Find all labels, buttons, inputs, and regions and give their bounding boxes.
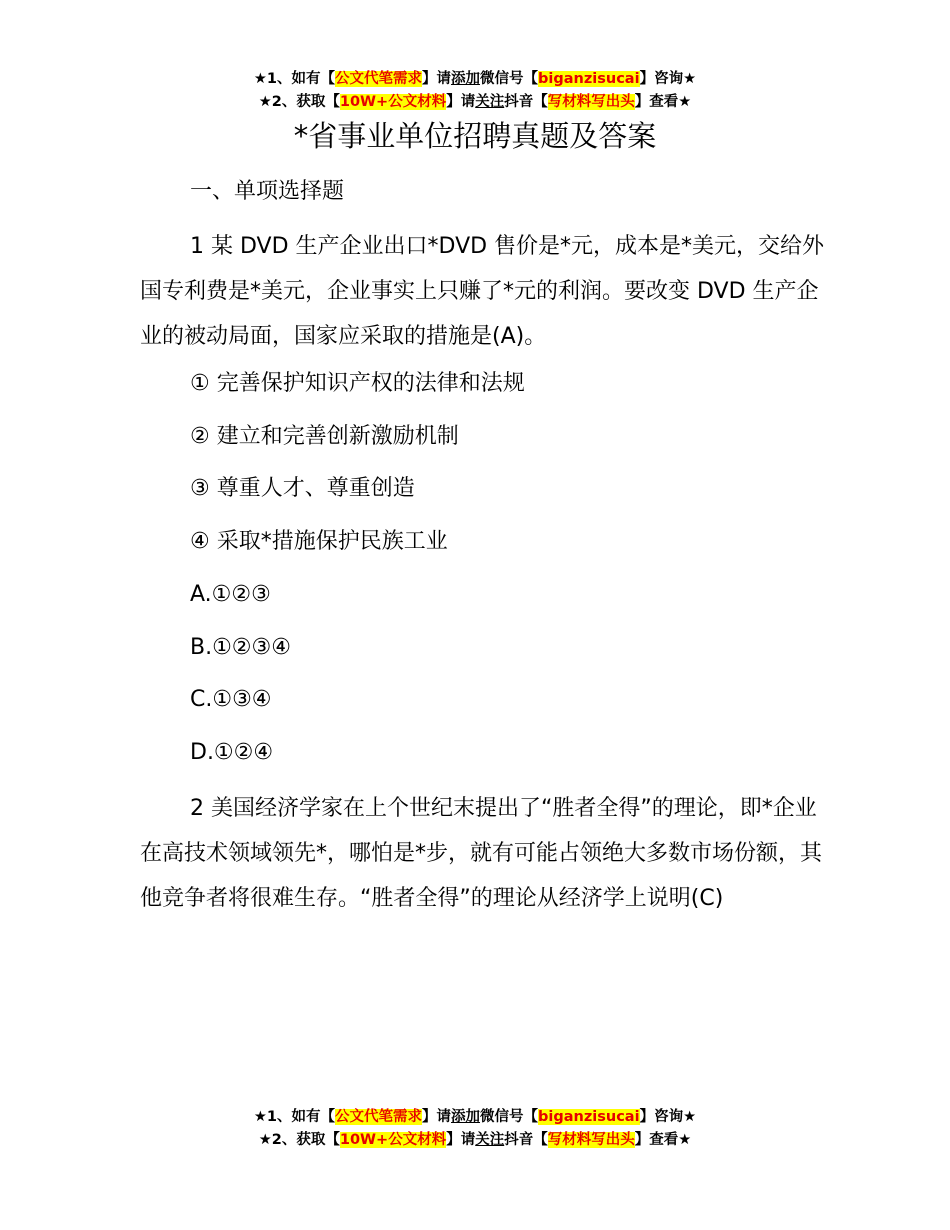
banner-text: ★2、获取【 [258,1132,340,1148]
statement-2: ② 建立和完善创新激励机制 [190,424,459,449]
section-heading: 一、单项选择题 [190,179,345,204]
option-b: B.①②③④ [190,635,291,660]
banner-line-2 [0,91,950,114]
banner-text: 】请 [422,1109,452,1125]
statement-4: ④ 采取*措施保护民族工业 [190,529,448,554]
option-a: A.①②③ [190,582,271,607]
statement-3: ③ 尊重人才、尊重创造 [190,476,415,501]
banner-text: 】请 [446,1132,476,1148]
banner-line-1 [0,68,950,91]
banner-text: ★2、获取【 [258,94,340,110]
question-1-text: 1 某 DVD 生产企业出口*DVD 售价是*元，成本是*美元，交给外国专利费是*美元，企业事实上只赚了*元的利润。要改变 DVD 生产企业的被动局面，国家应采取的措施是(A)。 [140,234,825,349]
header-banner [0,68,950,114]
highlight-materials: 10W+公文材料 [339,94,447,110]
banner-text: ★1、如有【 [253,71,336,87]
banner-underlined: 关注 [475,1132,505,1148]
banner-text: 】咨询★ [639,71,697,87]
option-d: D.①②④ [190,740,274,765]
banner-underlined: 添加 [451,1109,481,1125]
banner-underlined: 添加 [451,71,481,87]
banner-line-2 [0,1129,950,1152]
question-2-text: 2 美国经济学家在上个世纪末提出了“胜者全得”的理论，即*企业在高技术领域领先*，哪怕是*步，就有可能占领绝大多数市场份额，其他竞争者将很难生存。“胜者全得”的理论从经济学上说明(C) [140,796,823,911]
banner-text: ★1、如有【 [253,1109,336,1125]
question-1 [140,224,830,359]
highlight-wechat-id: biganzisucai [538,1109,640,1125]
highlight-service: 公文代笔需求 [335,1109,423,1125]
highlight-wechat-id: biganzisucai [538,71,640,87]
statement-1: ① 完善保护知识产权的法律和法规 [190,371,525,396]
banner-text: 微信号【 [480,71,539,87]
highlight-materials: 10W+公文材料 [339,1132,447,1148]
banner-text: 】请 [446,94,476,110]
banner-text: 微信号【 [480,1109,539,1125]
banner-text: 抖音【 [504,1132,548,1148]
banner-text: 】咨询★ [639,1109,697,1125]
banner-line-1 [0,1106,950,1129]
banner-text: 】查看★ [634,94,692,110]
highlight-douyin-id: 写材料写出头 [547,1132,635,1148]
question-2 [140,786,830,921]
banner-text: 】查看★ [634,1132,692,1148]
highlight-douyin-id: 写材料写出头 [547,94,635,110]
banner-text: 】请 [422,71,452,87]
footer-banner [0,1106,950,1152]
highlight-service: 公文代笔需求 [335,71,423,87]
option-c: C.①③④ [190,687,272,712]
banner-text: 抖音【 [504,94,548,110]
page-title: *省事业单位招聘真题及答案 [293,119,657,153]
banner-underlined: 关注 [475,94,505,110]
